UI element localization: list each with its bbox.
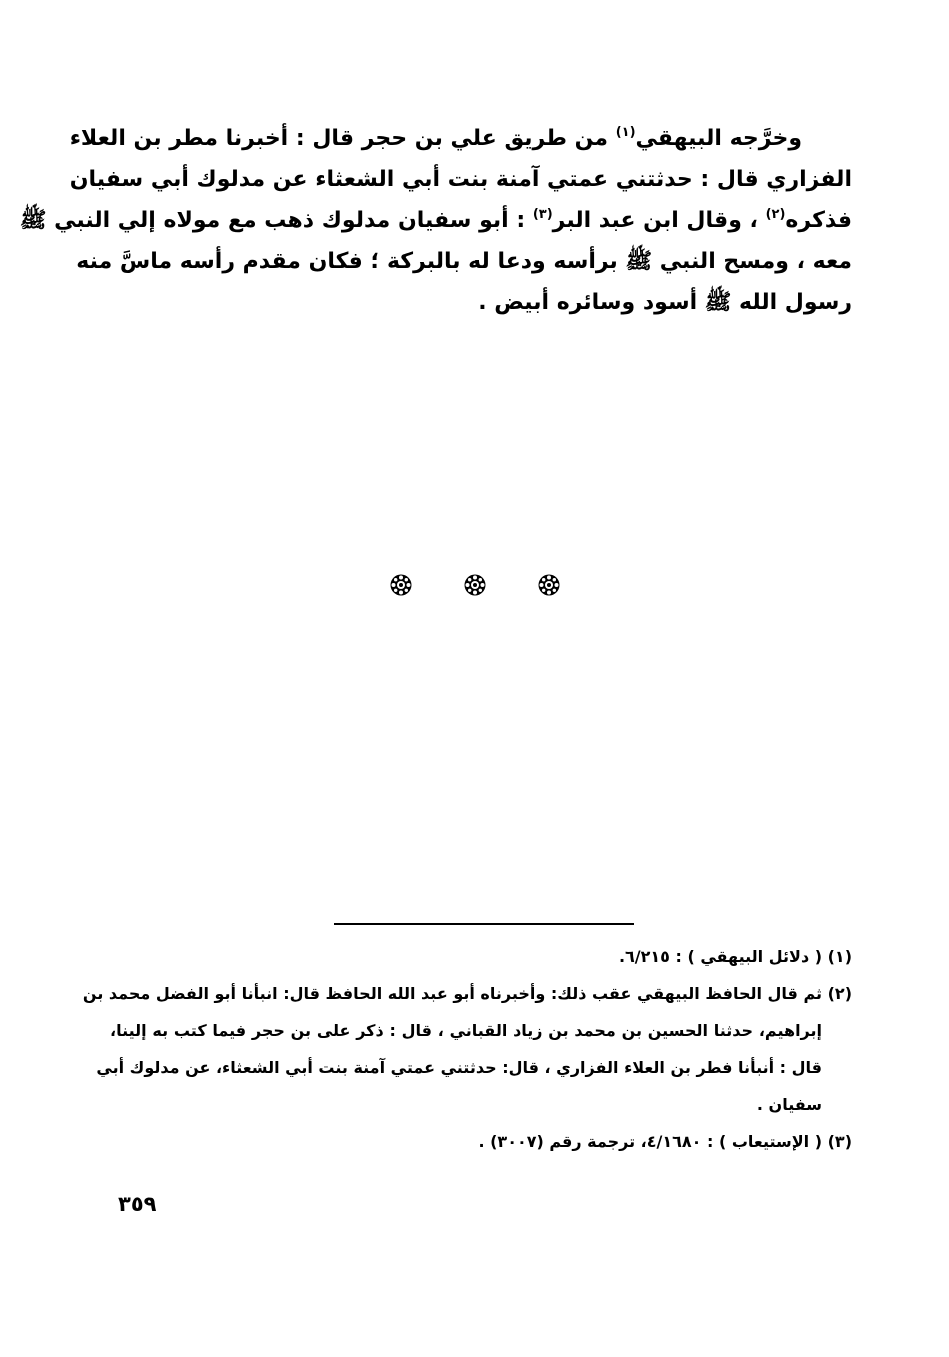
- footnote-3: (٣) ( الإستيعاب ) : ٤/١٦٨٠، ترجمة رقم (٣٠٠٧) .: [478, 1132, 852, 1151]
- footnote-2-line-4: سفيان .: [756, 1095, 822, 1114]
- footnotes: [82, 938, 852, 1160]
- main-line-3: [19, 200, 852, 241]
- footnote-ref-1[interactable]: (١): [615, 125, 636, 140]
- floral-ornament-icon: [463, 573, 487, 597]
- main-line-3-a: فذكره: [785, 208, 852, 233]
- main-paragraph: [19, 118, 852, 323]
- footnote-ref-3[interactable]: (٣): [532, 207, 553, 222]
- main-line-3-c: : أبو سفيان مدلوك ذهب مع مولاه إلي النبي ﷺ: [19, 208, 526, 233]
- main-line-4: معه ، ومسح النبي ﷺ برأسه ودعا له بالبركة ؛ فكان مقدم رأسه ماسَّ منه: [76, 249, 852, 274]
- section-ornaments: [0, 573, 949, 597]
- main-line-1-rest: من طريق علي بن حجر قال : أخبرنا مطر بن العلاء: [69, 126, 609, 151]
- footnote-1: (١) ( دلائل البيهقي ) : ٦/٢١٥.: [618, 947, 852, 966]
- footnote-2-line-2: إبراهيم، حدثنا الحسين بن محمد بن زياد القباني ، قال : ذكر على بن حجر فيما كتب به إلينا،: [110, 1021, 822, 1040]
- main-line-1: [69, 118, 852, 159]
- footnote-2-line-3: قال : أنبأنا فطر بن العلاء الفزاري ، قال: حدثتني عمتي آمنة بنت أبي الشعثاء، عن مدلوك أبي: [96, 1058, 822, 1077]
- main-line-3-b: ، وقال ابن عبد البر: [552, 208, 758, 233]
- floral-ornament-icon: [389, 573, 413, 597]
- page-number: ٣٥٩: [118, 1192, 157, 1216]
- floral-ornament-icon: [537, 573, 561, 597]
- main-line-2: الفزاري قال : حدثتني عمتي آمنة بنت أبي الشعثاء عن مدلوك أبي سفيان: [69, 167, 852, 192]
- footnote-2-line-1: (٢) ثم قال الحافظ البيهقي عقب ذلك: وأخبرناه أبو عبد الله الحافظ قال: انبأنا أبو الفضل محمد بن: [82, 984, 852, 1003]
- main-line-1-text: وخرَّجه البيهقي: [635, 126, 802, 151]
- footnote-separator: [334, 923, 634, 925]
- main-line-5: رسول الله ﷺ أسود وسائره أبيض .: [478, 290, 852, 315]
- footnote-ref-2[interactable]: (٢): [765, 207, 786, 222]
